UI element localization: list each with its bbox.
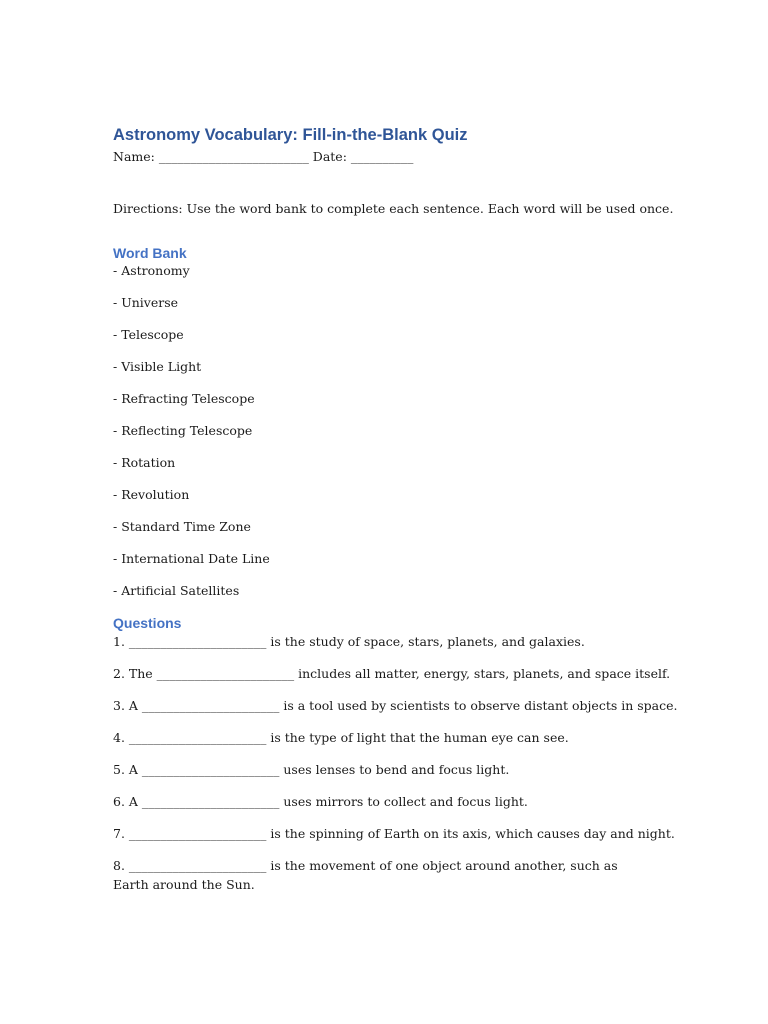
questions-heading: Questions bbox=[113, 615, 182, 631]
word-bank-list bbox=[113, 262, 673, 608]
document-page bbox=[113, 125, 678, 894]
question-item bbox=[113, 856, 633, 894]
question-item bbox=[113, 632, 673, 664]
question-text: 5. A ______________________ uses lenses to bend and focus light. bbox=[113, 762, 510, 777]
word-bank-item: - Rotation bbox=[113, 455, 176, 470]
word-bank-item: - Artificial Satellites bbox=[113, 583, 240, 598]
word-bank-item: - Visible Light bbox=[113, 359, 202, 374]
question-text: 3. A ______________________ is a tool used by scientists to observe distant objects in space. bbox=[113, 698, 678, 713]
question-text: 2. The ______________________ includes all matter, energy, stars, planets, and space itself. bbox=[113, 666, 671, 681]
question-text: 1. ______________________ is the study of space, stars, planets, and galaxies. bbox=[113, 634, 585, 649]
word-bank-item: - Telescope bbox=[113, 327, 184, 342]
directions-text: Directions: Use the word bank to complete each sentence. Each word will be used once. bbox=[113, 201, 674, 216]
question-text: 7. ______________________ is the spinning of Earth on its axis, which causes day and night. bbox=[113, 826, 675, 841]
questions-list bbox=[113, 632, 678, 894]
question-text: 4. ______________________ is the type of light that the human eye can see. bbox=[113, 730, 569, 745]
question-item bbox=[113, 728, 673, 760]
page-title: Astronomy Vocabulary: Fill-in-the-Blank Quiz bbox=[113, 126, 468, 144]
word-bank-heading: Word Bank bbox=[113, 245, 187, 261]
name-date-line: Name: ________________________ Date: __________ bbox=[113, 149, 414, 164]
question-item bbox=[113, 824, 673, 856]
question-item bbox=[113, 760, 673, 792]
word-bank-item: - Reflecting Telescope bbox=[113, 423, 253, 438]
word-bank-item: - Astronomy bbox=[113, 263, 190, 278]
question-item bbox=[113, 696, 678, 728]
word-bank-item: - International Date Line bbox=[113, 551, 270, 566]
question-text: 6. A ______________________ uses mirrors to collect and focus light. bbox=[113, 794, 528, 809]
question-item bbox=[113, 792, 673, 824]
question-item bbox=[113, 664, 673, 696]
word-bank-item: - Universe bbox=[113, 295, 179, 310]
word-bank-item: - Standard Time Zone bbox=[113, 519, 251, 534]
word-bank-item: - Refracting Telescope bbox=[113, 391, 255, 406]
word-bank-item: - Revolution bbox=[113, 487, 190, 502]
question-text: 8. ______________________ is the movement of one object around another, such as Earth around the Sun. bbox=[113, 858, 618, 892]
